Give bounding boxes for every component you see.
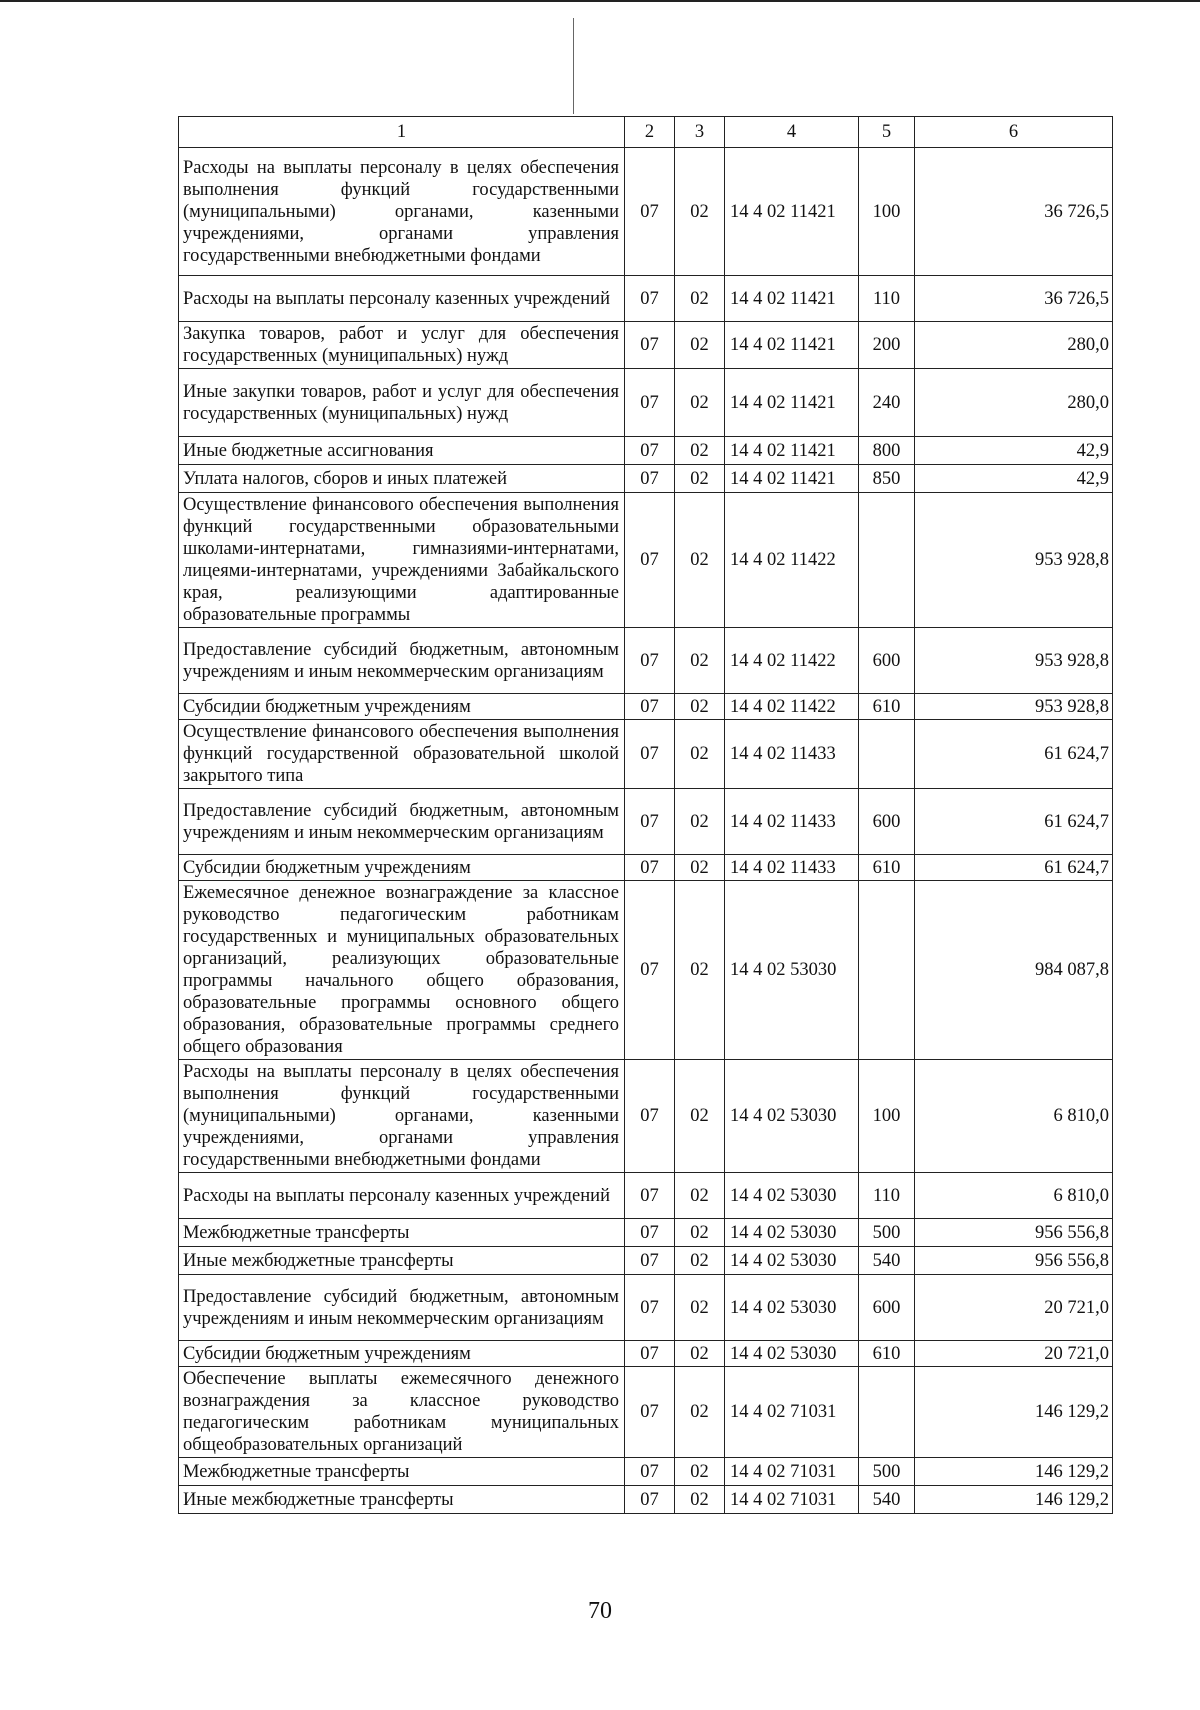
table-row — [179, 789, 1113, 855]
row-subsection-cell: 02 — [675, 1219, 725, 1247]
row-subsection-cell: 02 — [675, 465, 725, 493]
table-row — [179, 1173, 1113, 1219]
row-section-cell: 07 — [625, 1060, 675, 1173]
row-subsection-cell: 02 — [675, 1060, 725, 1173]
row-amount-cell: 61 624,7 — [915, 855, 1113, 881]
row-expense-type-cell: 500 — [859, 1458, 915, 1486]
row-subsection-cell: 02 — [675, 369, 725, 437]
row-subsection-cell: 02 — [675, 148, 725, 276]
row-target-code-cell: 14 4 02 53030 — [725, 881, 859, 1060]
row-section-cell: 07 — [625, 465, 675, 493]
header-col-5: 5 — [859, 117, 915, 148]
table-body — [179, 148, 1113, 1514]
row-amount-cell: 984 087,8 — [915, 881, 1113, 1060]
row-name-cell: Предоставление субсидий бюджетным, автономным учреждениям и иным некоммерческим организациям — [179, 628, 625, 694]
row-section-cell: 07 — [625, 1275, 675, 1341]
row-target-code-cell: 14 4 02 53030 — [725, 1341, 859, 1367]
row-target-code-cell: 14 4 02 11433 — [725, 855, 859, 881]
row-target-code-cell: 14 4 02 11433 — [725, 789, 859, 855]
row-subsection-cell: 02 — [675, 437, 725, 465]
row-expense-type-cell: 100 — [859, 1060, 915, 1173]
row-expense-type-cell — [859, 1367, 915, 1458]
row-section-cell: 07 — [625, 493, 675, 628]
row-name-cell: Иные закупки товаров, работ и услуг для обеспечения государственных (муниципальных) нужд — [179, 369, 625, 437]
row-name-cell: Субсидии бюджетным учреждениям — [179, 694, 625, 720]
row-target-code-cell: 14 4 02 53030 — [725, 1275, 859, 1341]
table-row — [179, 1367, 1113, 1458]
row-target-code-cell: 14 4 02 11422 — [725, 694, 859, 720]
table-row — [179, 1060, 1113, 1173]
row-subsection-cell: 02 — [675, 1173, 725, 1219]
table-row — [179, 437, 1113, 465]
row-name-cell: Ежемесячное денежное вознаграждение за классное руководство педагогическим работникам государственных и муниципальных образовательных организаций, реализующих образовательные программы начального общего образования, образовательные программы основного общего образования, образовательные программы среднего общего образования — [179, 881, 625, 1060]
row-name-cell: Расходы на выплаты персоналу казенных учреждений — [179, 1173, 625, 1219]
row-section-cell: 07 — [625, 1458, 675, 1486]
row-name-cell: Субсидии бюджетным учреждениям — [179, 855, 625, 881]
row-name-cell: Иные межбюджетные трансферты — [179, 1486, 625, 1514]
row-section-cell: 07 — [625, 148, 675, 276]
row-amount-cell: 61 624,7 — [915, 789, 1113, 855]
row-amount-cell: 956 556,8 — [915, 1219, 1113, 1247]
row-subsection-cell: 02 — [675, 1275, 725, 1341]
table-row — [179, 322, 1113, 369]
scan-fold-line — [573, 18, 574, 114]
header-col-3: 3 — [675, 117, 725, 148]
row-expense-type-cell: 600 — [859, 789, 915, 855]
table-row — [179, 276, 1113, 322]
row-amount-cell: 42,9 — [915, 465, 1113, 493]
row-amount-cell: 956 556,8 — [915, 1247, 1113, 1275]
header-col-2: 2 — [625, 117, 675, 148]
row-section-cell: 07 — [625, 437, 675, 465]
row-amount-cell: 280,0 — [915, 369, 1113, 437]
row-subsection-cell: 02 — [675, 1458, 725, 1486]
header-col-1: 1 — [179, 117, 625, 148]
row-target-code-cell: 14 4 02 11422 — [725, 493, 859, 628]
table-row — [179, 855, 1113, 881]
row-amount-cell: 953 928,8 — [915, 493, 1113, 628]
row-subsection-cell: 02 — [675, 789, 725, 855]
budget-allocation-table — [178, 116, 1113, 1514]
row-subsection-cell: 02 — [675, 1247, 725, 1275]
header-row — [179, 117, 1113, 148]
row-name-cell: Осуществление финансового обеспечения выполнения функций государственной образовательной школой закрытого типа — [179, 720, 625, 789]
row-section-cell: 07 — [625, 322, 675, 369]
table-row — [179, 1219, 1113, 1247]
row-section-cell: 07 — [625, 276, 675, 322]
row-expense-type-cell: 600 — [859, 628, 915, 694]
row-section-cell: 07 — [625, 855, 675, 881]
row-name-cell: Расходы на выплаты персоналу в целях обеспечения выполнения функций государственными (муниципальными) органами, казенными учреждениями, органами управления государственными внебюджетными фондами — [179, 148, 625, 276]
row-expense-type-cell: 240 — [859, 369, 915, 437]
row-subsection-cell: 02 — [675, 1367, 725, 1458]
row-target-code-cell: 14 4 02 11421 — [725, 465, 859, 493]
row-name-cell: Закупка товаров, работ и услуг для обеспечения государственных (муниципальных) нужд — [179, 322, 625, 369]
row-amount-cell: 953 928,8 — [915, 628, 1113, 694]
row-target-code-cell: 14 4 02 11421 — [725, 148, 859, 276]
row-subsection-cell: 02 — [675, 322, 725, 369]
row-name-cell: Расходы на выплаты персоналу казенных учреждений — [179, 276, 625, 322]
row-amount-cell: 36 726,5 — [915, 148, 1113, 276]
row-name-cell: Субсидии бюджетным учреждениям — [179, 1341, 625, 1367]
row-section-cell: 07 — [625, 720, 675, 789]
row-expense-type-cell — [859, 881, 915, 1060]
row-name-cell: Предоставление субсидий бюджетным, автономным учреждениям и иным некоммерческим организациям — [179, 789, 625, 855]
row-amount-cell: 6 810,0 — [915, 1060, 1113, 1173]
table-header — [179, 117, 1113, 148]
row-expense-type-cell: 800 — [859, 437, 915, 465]
row-section-cell: 07 — [625, 369, 675, 437]
row-subsection-cell: 02 — [675, 493, 725, 628]
row-subsection-cell: 02 — [675, 276, 725, 322]
row-expense-type-cell: 200 — [859, 322, 915, 369]
row-target-code-cell: 14 4 02 71031 — [725, 1458, 859, 1486]
table-row — [179, 720, 1113, 789]
row-expense-type-cell: 610 — [859, 855, 915, 881]
row-section-cell: 07 — [625, 1341, 675, 1367]
row-section-cell: 07 — [625, 789, 675, 855]
row-amount-cell: 20 721,0 — [915, 1341, 1113, 1367]
table-row — [179, 1275, 1113, 1341]
row-target-code-cell: 14 4 02 11422 — [725, 628, 859, 694]
row-amount-cell: 20 721,0 — [915, 1275, 1113, 1341]
table-row — [179, 465, 1113, 493]
row-name-cell: Уплата налогов, сборов и иных платежей — [179, 465, 625, 493]
row-name-cell: Межбюджетные трансферты — [179, 1458, 625, 1486]
row-expense-type-cell: 110 — [859, 1173, 915, 1219]
row-section-cell: 07 — [625, 1486, 675, 1514]
row-target-code-cell: 14 4 02 53030 — [725, 1173, 859, 1219]
table-row — [179, 881, 1113, 1060]
row-target-code-cell: 14 4 02 71031 — [725, 1367, 859, 1458]
table-row — [179, 1247, 1113, 1275]
row-subsection-cell: 02 — [675, 694, 725, 720]
row-subsection-cell: 02 — [675, 628, 725, 694]
row-expense-type-cell — [859, 493, 915, 628]
row-amount-cell: 953 928,8 — [915, 694, 1113, 720]
row-target-code-cell: 14 4 02 53030 — [725, 1219, 859, 1247]
row-name-cell: Обеспечение выплаты ежемесячного денежного вознаграждения за классное руководство педагогическим работникам муниципальных общеобразовательных организаций — [179, 1367, 625, 1458]
row-name-cell: Расходы на выплаты персоналу в целях обеспечения выполнения функций государственными (муниципальными) органами, казенными учреждениями, органами управления государственными внебюджетными фондами — [179, 1060, 625, 1173]
row-amount-cell: 146 129,2 — [915, 1486, 1113, 1514]
row-expense-type-cell: 500 — [859, 1219, 915, 1247]
row-expense-type-cell: 610 — [859, 1341, 915, 1367]
row-target-code-cell: 14 4 02 11433 — [725, 720, 859, 789]
row-name-cell: Межбюджетные трансферты — [179, 1219, 625, 1247]
row-expense-type-cell: 540 — [859, 1486, 915, 1514]
row-target-code-cell: 14 4 02 53030 — [725, 1247, 859, 1275]
row-target-code-cell: 14 4 02 11421 — [725, 369, 859, 437]
row-subsection-cell: 02 — [675, 855, 725, 881]
row-expense-type-cell: 100 — [859, 148, 915, 276]
header-col-6: 6 — [915, 117, 1113, 148]
row-target-code-cell: 14 4 02 11421 — [725, 437, 859, 465]
top-edge-rule — [0, 0, 1200, 2]
row-expense-type-cell — [859, 720, 915, 789]
row-amount-cell: 61 624,7 — [915, 720, 1113, 789]
row-subsection-cell: 02 — [675, 1486, 725, 1514]
row-subsection-cell: 02 — [675, 1341, 725, 1367]
row-amount-cell: 36 726,5 — [915, 276, 1113, 322]
row-amount-cell: 42,9 — [915, 437, 1113, 465]
row-expense-type-cell: 110 — [859, 276, 915, 322]
row-section-cell: 07 — [625, 1219, 675, 1247]
table-row — [179, 493, 1113, 628]
row-amount-cell: 146 129,2 — [915, 1458, 1113, 1486]
table-row — [179, 1486, 1113, 1514]
row-amount-cell: 6 810,0 — [915, 1173, 1113, 1219]
table-row — [179, 148, 1113, 276]
row-expense-type-cell: 600 — [859, 1275, 915, 1341]
table-row — [179, 1341, 1113, 1367]
row-subsection-cell: 02 — [675, 881, 725, 1060]
row-section-cell: 07 — [625, 628, 675, 694]
row-expense-type-cell: 540 — [859, 1247, 915, 1275]
table-row — [179, 628, 1113, 694]
row-name-cell: Предоставление субсидий бюджетным, автономным учреждениям и иным некоммерческим организациям — [179, 1275, 625, 1341]
row-target-code-cell: 14 4 02 71031 — [725, 1486, 859, 1514]
row-section-cell: 07 — [625, 881, 675, 1060]
row-name-cell: Иные бюджетные ассигнования — [179, 437, 625, 465]
row-target-code-cell: 14 4 02 53030 — [725, 1060, 859, 1173]
row-name-cell: Осуществление финансового обеспечения выполнения функций государственными образовательными школами-интернатами, гимназиями-интернатами, лицеями-интернатами, учреждениями Забайкальского края, реализующими адаптированные образовательные программы — [179, 493, 625, 628]
row-expense-type-cell: 610 — [859, 694, 915, 720]
table-row — [179, 369, 1113, 437]
row-name-cell: Иные межбюджетные трансферты — [179, 1247, 625, 1275]
row-section-cell: 07 — [625, 1367, 675, 1458]
row-section-cell: 07 — [625, 1173, 675, 1219]
header-col-4: 4 — [725, 117, 859, 148]
row-amount-cell: 280,0 — [915, 322, 1113, 369]
row-amount-cell: 146 129,2 — [915, 1367, 1113, 1458]
row-target-code-cell: 14 4 02 11421 — [725, 276, 859, 322]
row-section-cell: 07 — [625, 694, 675, 720]
row-expense-type-cell: 850 — [859, 465, 915, 493]
row-subsection-cell: 02 — [675, 720, 725, 789]
row-target-code-cell: 14 4 02 11421 — [725, 322, 859, 369]
table-row — [179, 1458, 1113, 1486]
table-row — [179, 694, 1113, 720]
row-section-cell: 07 — [625, 1247, 675, 1275]
page-number: 70 — [588, 1598, 612, 1624]
